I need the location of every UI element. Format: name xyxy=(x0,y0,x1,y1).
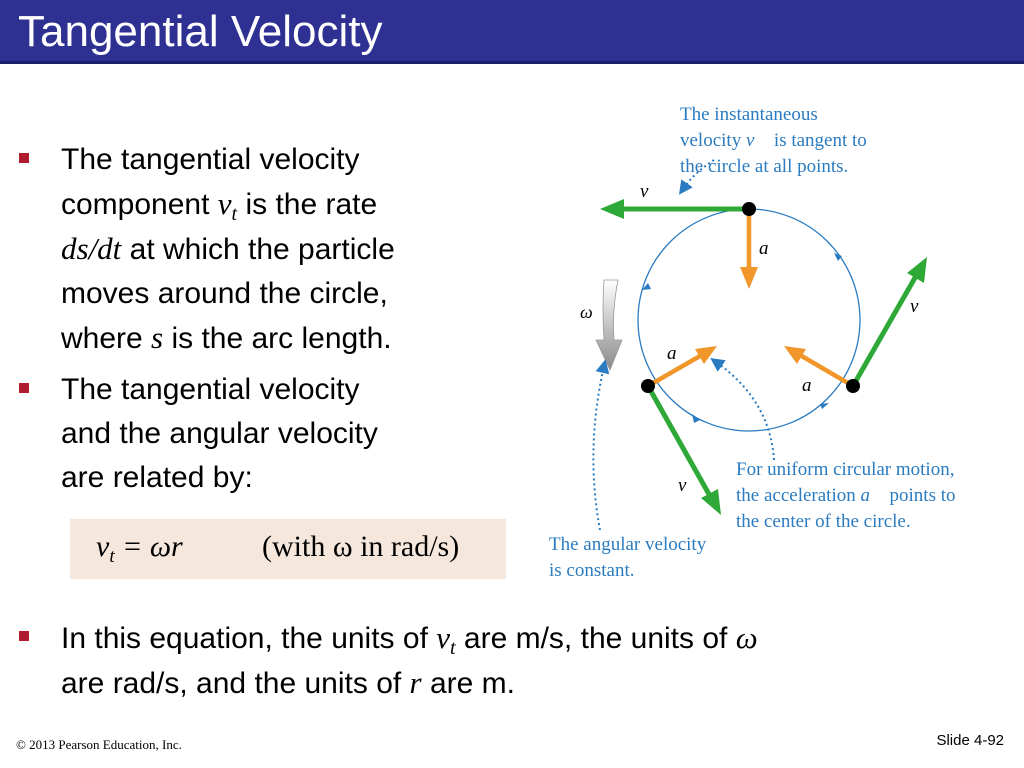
omega-rotation-arrow xyxy=(596,280,622,370)
velocity-arrow-right xyxy=(853,257,927,386)
bullet-marker xyxy=(19,631,29,641)
bullet-marker xyxy=(19,383,29,393)
v-vector-symbol: v⃗ xyxy=(745,130,770,151)
caption-line: The instantaneous xyxy=(680,104,818,125)
acceleration-label-right: a⃗ xyxy=(802,375,827,396)
v-variable: v xyxy=(436,620,451,655)
v-variable: v xyxy=(96,530,110,563)
caption-line: the center of the circle. xyxy=(736,511,911,532)
text-fragment: velocity xyxy=(680,130,746,151)
caption-line xyxy=(736,483,956,509)
equation xyxy=(96,519,183,575)
vt-symbol xyxy=(436,620,456,659)
text-fragment: where xyxy=(61,322,152,355)
equation-rhs: = ωr xyxy=(114,530,183,563)
r-variable: r xyxy=(409,665,422,700)
bullet-1 xyxy=(61,138,501,361)
t-subscript: t xyxy=(231,203,238,225)
text-fragment: are m. xyxy=(421,667,515,700)
bullet-1-line-5 xyxy=(61,316,501,361)
t-subscript: t xyxy=(109,546,115,567)
caption-line: The angular velocity xyxy=(549,534,707,555)
equation-box xyxy=(70,519,506,579)
text-fragment: is tangent to xyxy=(769,130,867,151)
caption-angular-velocity xyxy=(549,532,706,584)
velocity-label-top: v⃗ xyxy=(640,181,664,202)
text-fragment: are m/s, the units of xyxy=(455,622,736,655)
caption-line xyxy=(680,128,867,154)
bullet-3-line-1 xyxy=(61,616,1001,661)
velocity-label-right: v⃗ xyxy=(910,296,934,317)
ds-dt-symbol: ds/dt xyxy=(61,231,122,266)
pointer-omega-caption xyxy=(593,366,604,530)
bullet-3 xyxy=(61,616,1001,706)
acceleration-label-top: a⃗ xyxy=(759,238,784,259)
bullet-1-line-4: moves around the circle, xyxy=(61,277,388,310)
text-fragment: the acceleration xyxy=(736,485,861,506)
caption-acceleration xyxy=(736,457,956,535)
bullet-1-line-2 xyxy=(61,182,501,227)
bullet-3-line-2 xyxy=(61,661,1001,706)
text-fragment: is the rate xyxy=(237,188,378,221)
text-fragment: points to xyxy=(884,485,956,506)
bullet-2-line-3: are related by: xyxy=(61,461,253,494)
caption-instantaneous-velocity xyxy=(680,102,867,180)
t-subscript: t xyxy=(450,637,456,659)
bullet-marker xyxy=(19,153,29,163)
velocity-label-left: v⃗ xyxy=(678,475,702,496)
v-variable: v xyxy=(217,186,232,221)
slide-title: Tangential Velocity xyxy=(18,7,383,56)
acceleration-arrow-top xyxy=(740,209,758,289)
velocity-arrow-top xyxy=(600,199,749,219)
a-vector-symbol: a⃗ xyxy=(860,485,885,506)
particle-dot-right xyxy=(846,379,860,393)
caption-line: For uniform circular motion, xyxy=(736,459,955,480)
equation-condition: (with ω in rad/s) xyxy=(262,530,460,563)
particle-dot-left xyxy=(641,379,655,393)
slide-number: Slide 4-92 xyxy=(936,732,1004,749)
title-bar xyxy=(0,0,1024,64)
s-variable: s xyxy=(151,320,164,355)
caption-line: is constant. xyxy=(549,560,635,581)
vt-symbol xyxy=(217,186,238,225)
acceleration-label-left: a⃗ xyxy=(667,343,692,364)
bullet-2 xyxy=(61,368,501,500)
text-fragment: at which the particle xyxy=(121,233,395,266)
omega-label: ω xyxy=(580,302,593,322)
text-fragment: is the arc length. xyxy=(163,322,392,355)
bullet-1-line-1: The tangential velocity xyxy=(61,143,360,176)
footer-copyright: © 2013 Pearson Education, Inc. xyxy=(16,737,182,752)
text-fragment: are rad/s, and the units of xyxy=(61,667,410,700)
bullet-2-line-1: The tangential velocity xyxy=(61,373,360,406)
bullet-2-line-2: and the angular velocity xyxy=(61,417,378,450)
caption-line: the circle at all points. xyxy=(680,156,849,177)
bullet-1-line-3 xyxy=(61,227,501,272)
pointer-acceleration-caption xyxy=(716,362,774,460)
omega-symbol: ω xyxy=(735,620,758,655)
circle-direction-arrow xyxy=(820,403,829,409)
particle-dot-top xyxy=(742,202,756,216)
text-fragment: component xyxy=(61,188,218,221)
text-fragment: In this equation, the units of xyxy=(61,622,437,655)
